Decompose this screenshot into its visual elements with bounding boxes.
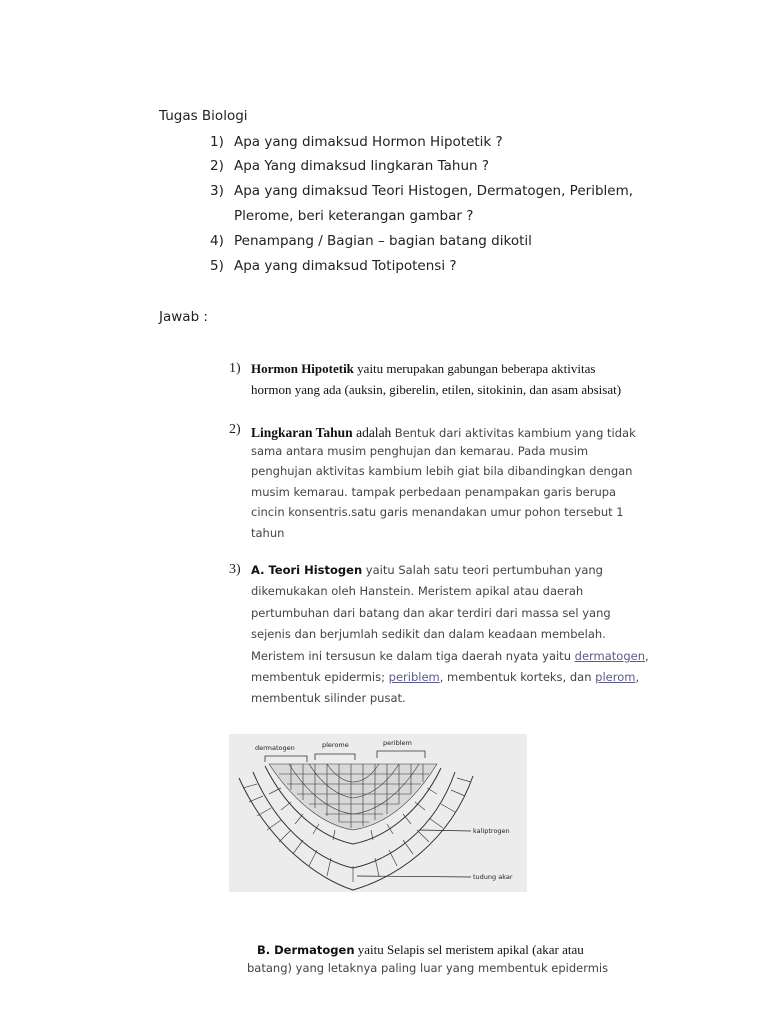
- question-number: 5): [210, 258, 224, 274]
- answer-label: Jawab :: [159, 309, 208, 325]
- answer-3-line: [251, 649, 649, 663]
- question-text-continued: Plerome, beri keterangan gambar ?: [234, 208, 474, 224]
- answer-text: membentuk epidermis;: [251, 670, 389, 684]
- answer-text: batang) yang letaknya paling luar yang membentuk epidermis: [247, 961, 609, 975]
- dermatogen-link[interactable]: dermatogen: [574, 649, 645, 663]
- question-number: 4): [210, 233, 224, 249]
- answer-term: A. Teori Histogen: [251, 563, 363, 577]
- answer-text: sejenis dan berjumlah sedikit dan dalam keadaan membelah.: [251, 627, 606, 641]
- plerome-bracket: [315, 754, 355, 760]
- answer-number: 2): [229, 422, 241, 437]
- answer-term: Hormon Hipotetik: [251, 361, 354, 376]
- answer-text: Meristem ini tersusun ke dalam tiga daerah nyata yaitu: [251, 649, 575, 663]
- periblem-bracket: [377, 751, 425, 758]
- dermatogen-bracket: [265, 756, 307, 762]
- answer-number: 1): [229, 361, 241, 376]
- punctuation: ,: [645, 649, 649, 663]
- answer-text: Bentuk dari aktivitas kambium yang tidak: [394, 426, 636, 440]
- answer-text: sama antara musim penghujan dan kemarau. Pada musim: [251, 444, 589, 458]
- answer-text: yaitu Selapis sel meristem apikal (akar atau: [354, 942, 584, 957]
- answer-text: dikemukakan oleh Hanstein. Meristem apikal atau daerah: [251, 584, 584, 598]
- answer-3-line: [251, 670, 639, 684]
- answer-text: cincin konsentris.satu garis menandakan umur pohon tersebut 1: [251, 505, 624, 519]
- tissue-brackets: [265, 751, 425, 762]
- answer-1-line: [251, 361, 595, 377]
- periblem-link[interactable]: periblem: [388, 670, 440, 684]
- meristem-cells: [269, 764, 437, 830]
- answer-2-line: [251, 422, 636, 441]
- answer-term: Lingkaran Tahun: [251, 425, 353, 440]
- plerome-label: plerome: [322, 741, 349, 749]
- answer-text: penghujan aktivitas kambium lebih giat bila dibandingkan dengan: [251, 464, 633, 478]
- question-number: 1): [210, 134, 224, 150]
- question-number: 3): [210, 183, 224, 199]
- question-text: Apa Yang dimaksud lingkaran Tahun ?: [234, 158, 490, 174]
- question-text: Penampang / Bagian – bagian batang dikotil: [234, 233, 532, 249]
- question-text: Apa yang dimaksud Teori Histogen, Dermatogen, Periblem,: [234, 183, 634, 199]
- question-text: Apa yang dimaksud Hormon Hipotetik ?: [234, 134, 503, 150]
- answer-text: , membentuk korteks, dan: [439, 670, 596, 684]
- answer-text: tahun: [251, 526, 285, 540]
- answer-text: musim kemarau. tampak perbedaan penampakan garis berupa: [251, 485, 617, 499]
- root-apex-drawing: [229, 734, 527, 892]
- kaliptrogen-label: kaliptrogen: [473, 827, 510, 835]
- answer-connector: adalah: [352, 425, 395, 440]
- answer-text: yaitu Salah satu teori pertumbuhan yang: [362, 563, 603, 577]
- assignment-title: Tugas Biologi: [159, 108, 248, 124]
- answer-3-line: [251, 563, 603, 577]
- histogen-root-apex-figure: [229, 734, 527, 892]
- punctuation: ,: [635, 670, 640, 684]
- answer-term: B. Dermatogen: [257, 943, 355, 957]
- answer-text: membentuk silinder pusat.: [251, 691, 406, 705]
- question-number: 2): [210, 158, 224, 174]
- answer-number: 3): [229, 562, 241, 577]
- question-text: Apa yang dimaksud Totipotensi ?: [234, 258, 457, 274]
- dermatogen-label: dermatogen: [255, 744, 295, 752]
- answer-text: pertumbuhan dari batang dan akar terdiri dari massa sel yang: [251, 606, 611, 620]
- tudung-akar-label: tudung akar: [473, 873, 513, 881]
- answer-text: hormon yang ada (auksin, giberelin, etilen, sitokinin, dan asam absisat): [251, 382, 622, 397]
- answer-b-line: [257, 939, 659, 958]
- answer-text: yaitu merupakan gabungan beberapa aktivitas: [353, 361, 596, 376]
- plerom-link[interactable]: plerom: [595, 670, 636, 684]
- periblem-label: periblem: [383, 739, 412, 747]
